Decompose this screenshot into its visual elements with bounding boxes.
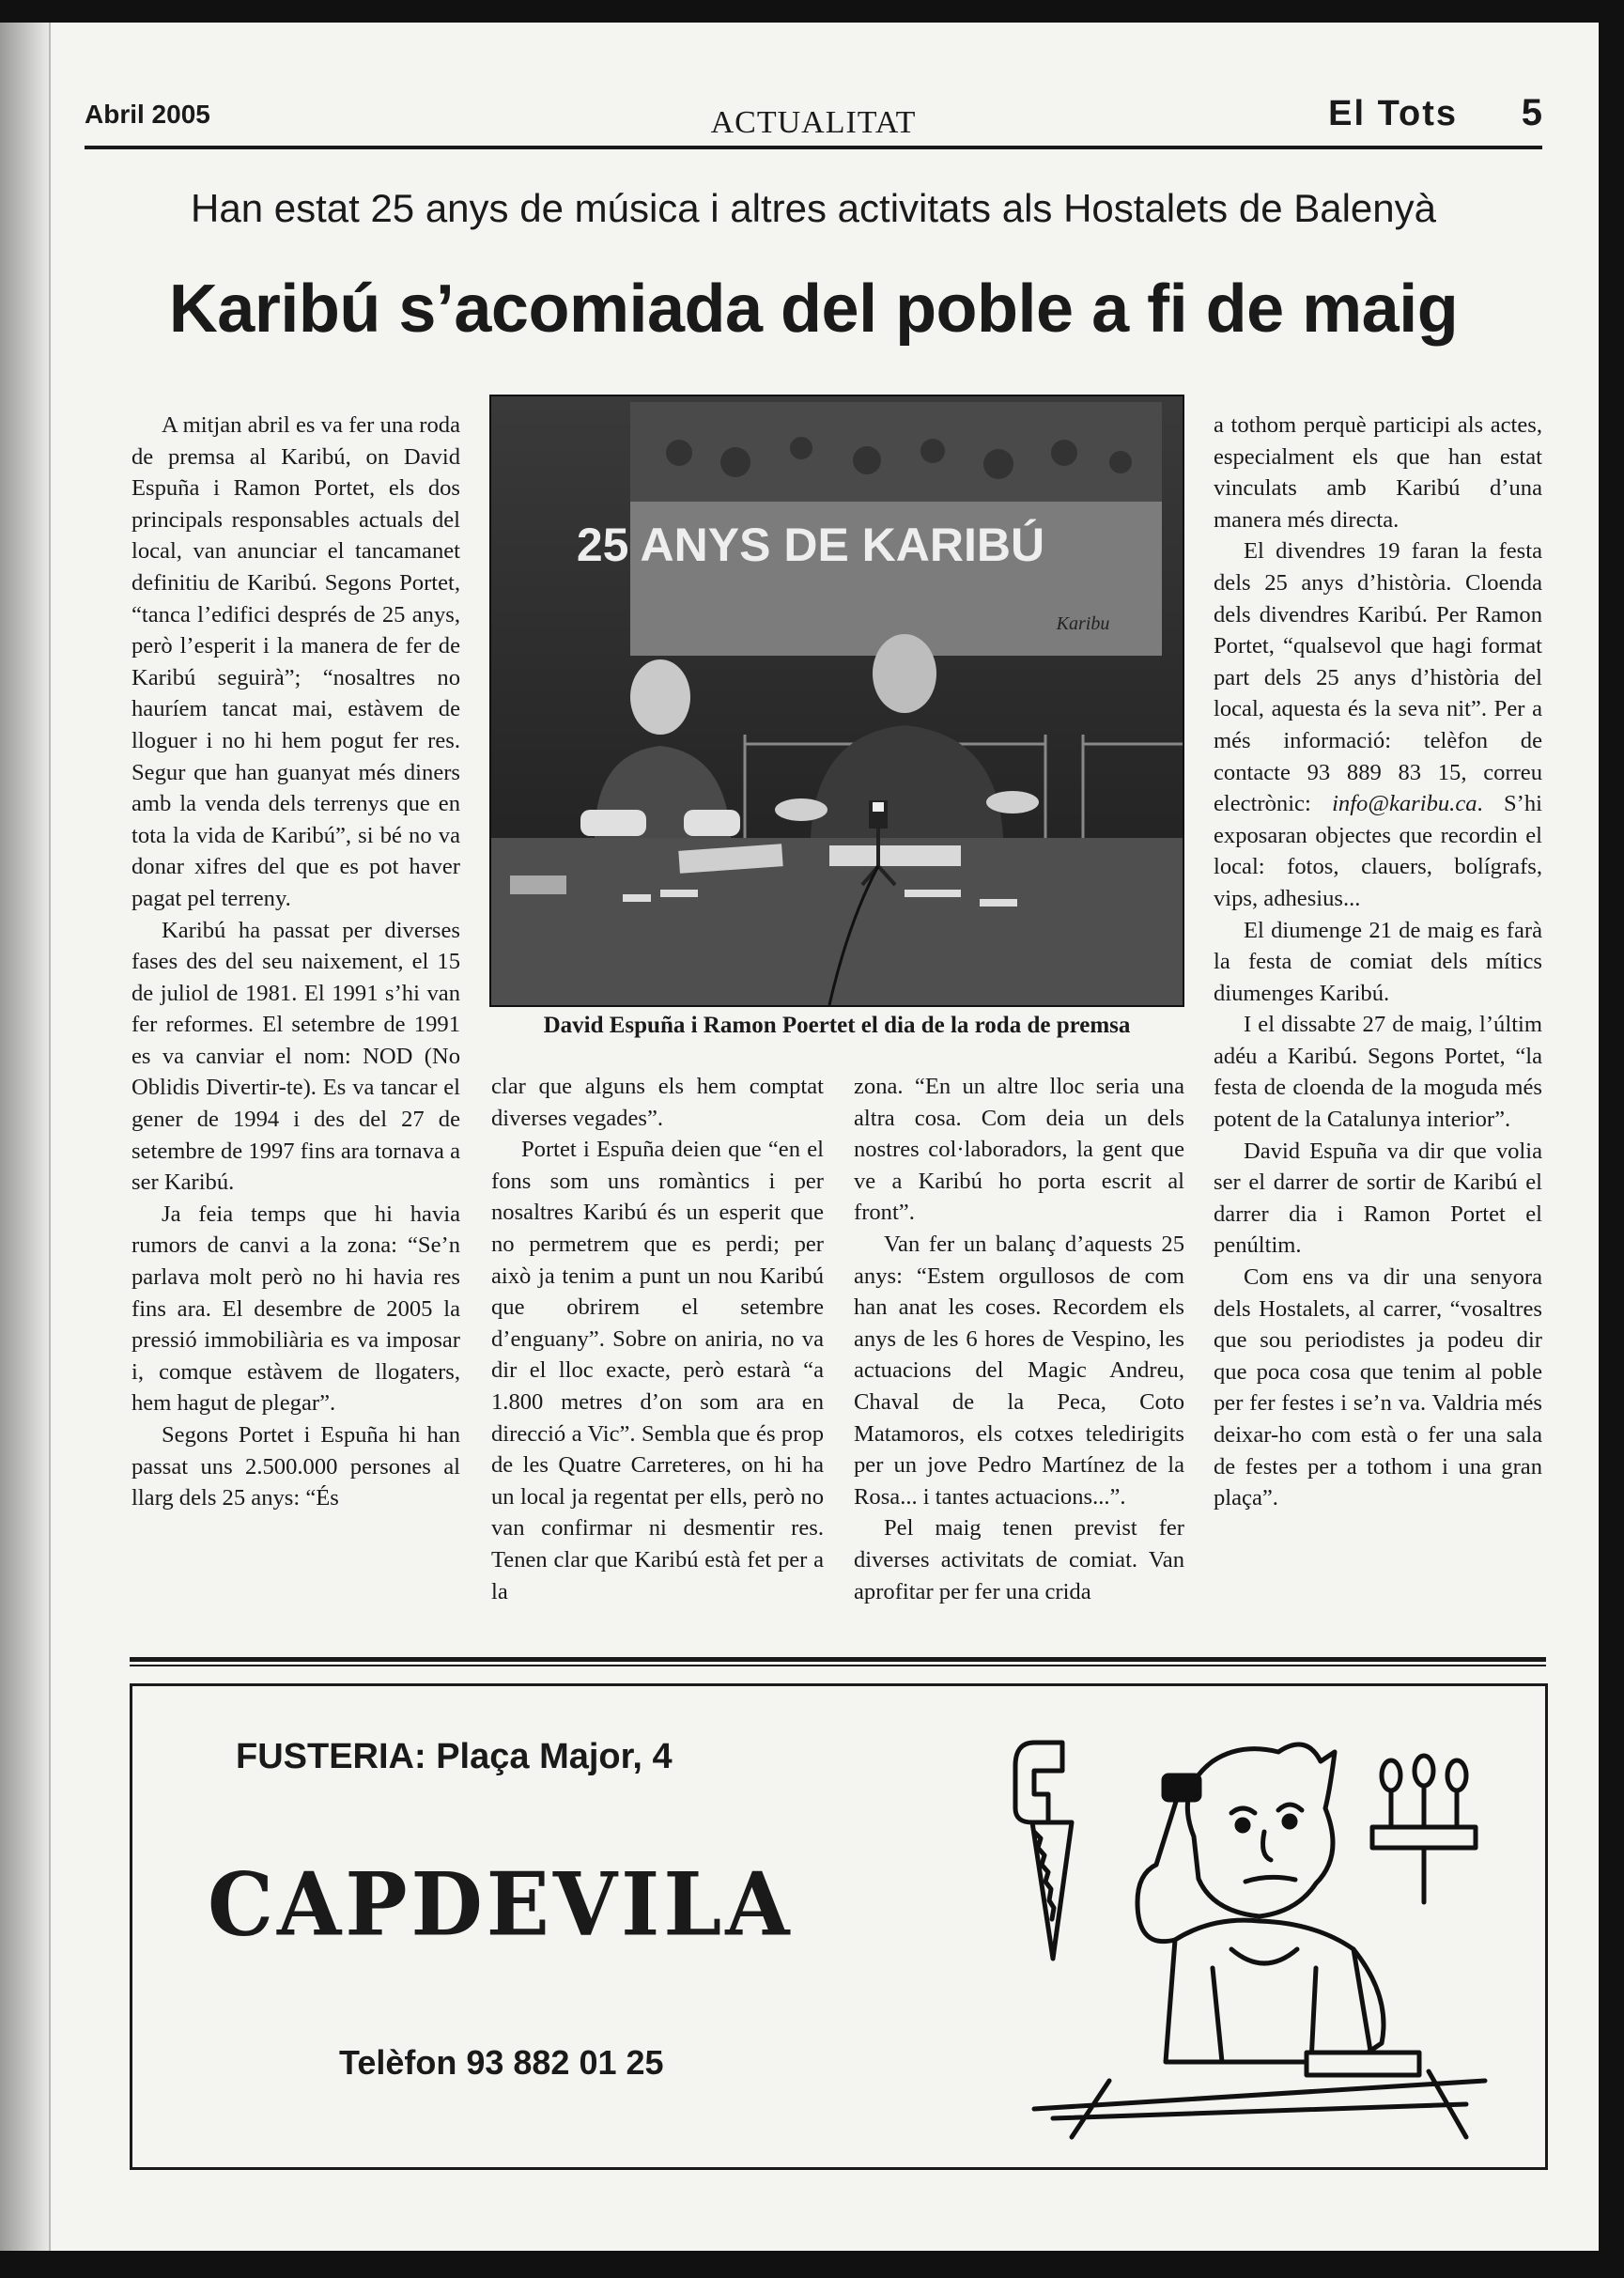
carpenter-illustration (997, 1724, 1523, 2146)
article-column-3 (854, 1071, 1184, 1607)
paragraph: Van fer un balanç d’aquests 25 anys: “Estem orgullosos de com han anat les coses. Recordem els anys de les 6 hores de Vespino, les actuacions del Magic Andreu, Chaval de la Peca, Coto Matamoros, els cotxes teledirigits per un jove Pedro Martínez de la Rosa... i tantes actuacions...”. (854, 1231, 1184, 1510)
paragraph: David Espuña va dir que volia ser el darrer de sortir de Karibú el darrer dia i Ramon Portet el penúltim. (1214, 1138, 1542, 1259)
page-header (85, 71, 1542, 150)
article-column-2 (491, 1071, 824, 1607)
paragraph: El diumenge 21 de maig es farà la festa de comiat dels mítics diumenges Karibú. (1214, 917, 1542, 1006)
ad-address-text: Plaça Major, 4 (425, 1737, 673, 1776)
ad-business-type: FUSTERIA: (236, 1737, 426, 1776)
article-headline: Karibú s’acomiada del poble a fi de maig (168, 271, 1459, 347)
issue-date: Abril 2005 (85, 100, 210, 129)
ad-address (236, 1737, 673, 1777)
paragraph: A mitjan abril es va fer una roda de premsa al Karibú, on David Espuña i Ramon Portet, els dos principals responsables actuals del local, van anunciar el tancamanet definitiu de Karibú. Segons Portet, “tanca l’edifici després de 25 anys, però l’esperit i la manera de fer de Karibú seguirà”; “nosaltres no hauríem tancat mai, estàvem de lloguer i no hi hem pogut fer res. Segur que han guanyat més diners amb la venda dels terrenys que en tota la vida de Karibú”, si bé no va donar xifres del que es pot haver pagat pel terreny. (131, 412, 460, 911)
paragraph: clar que alguns els hem comptat diverses vegades”. (491, 1074, 824, 1131)
section-title: ACTUALITAT (710, 105, 917, 140)
paragraph: Portet i Espuña deien que “en el fons som uns romàntics i per nosaltres Karibú és un esperit que no permetrem que es perdi; per això ja tenim a punt un nou Karibú que obrirem el setembre d’enguany”. Sobre on aniria, no va dir el lloc exacte, però estarà “a 1.800 metres d’on som ara en direcció a Vic”. Sembla que és prop de les Quatre Carreteres, on hi ha un local ja regentat per ells, però no van confirmar ni desmentir res. Tenen clar que Karibú està fet per a la (491, 1137, 824, 1604)
article-column-1 (131, 410, 460, 1514)
paragraph (1214, 535, 1542, 914)
ad-brand-name: CAPDEVILA (208, 1852, 794, 1956)
page-number: 5 (1521, 92, 1542, 133)
banner-logo: Karibu (1056, 613, 1110, 634)
paragraph: a tothom perquè participi als actes, especialment els que han estat vinculats amb Karibú d’una manera més directa. (1214, 412, 1542, 533)
paragraph-text: El divendres 19 faran la festa dels 25 anys d’història. Cloenda dels divendres Karibú. Per Ramon Portet, “qualsevol que hagi format part dels 25 anys d’història del local, aquesta és la seva nit”. Per a més informació: telèfon de contacte 93 889 83 15, correu electrònic: (1214, 538, 1542, 817)
paragraph: zona. “En un altre lloc seria una altra cosa. Com deia un dels nostres col·laboradors, la gent que ve a Karibú ho porta escrit al front”. (854, 1074, 1184, 1226)
tool-rack-icon (1372, 1756, 1476, 1902)
paragraph: Segons Portet i Espuña hi han passat uns 2.500.000 persones al llarg dels 25 anys: “És (131, 1422, 460, 1511)
publication-name: El Tots (1328, 94, 1458, 133)
press-conference-photo (489, 395, 1184, 1007)
carpenter-icon (1034, 1744, 1485, 2137)
header-rule (85, 146, 1542, 149)
paragraph: Ja feia temps que hi havia rumors de canvi a la zona: “Se’n parlava molt però no hi havia res fins ara. El desembre de 2005 la pressió immobiliària es va imposar i, comque estàvem de llogaters, hem hagut de plegar”. (131, 1201, 460, 1417)
section-divider (130, 1665, 1546, 1666)
paragraph-text: . S’hi exposaran objectes que recordin el local: fotos, clauers, bolígrafs, vips, adhesius... (1214, 791, 1542, 911)
article-subhead: Han estat 25 anys de música i altres activitats als Hostalets de Balenyà (191, 186, 1436, 230)
section-divider (130, 1657, 1546, 1662)
paragraph: Com ens va dir una senyora dels Hostalets, al carrer, “vosaltres que sou periodistes ja podeu dir que poca cosa que tenim al poble per fer festes i se’n va. Valdria més deixar-ho com està o fer una sala de festes per a tothom i una gran plaça”. (1214, 1264, 1542, 1511)
banner-text: 25 ANYS DE KARIBÚ (576, 519, 1045, 571)
paragraph: I el dissabte 27 de maig, l’últim adéu a Karibú. Segons Portet, “la festa de cloenda de la moguda més potent de la Catalunya interior”. (1214, 1012, 1542, 1133)
page-gutter (0, 23, 49, 2251)
paragraph: Karibú ha passat per diverses fases des del seu naixement, el 15 de juliol de 1981. El 1991 s’hi van fer reformes. El setembre de 1991 es va canviar el nom: NOD (No Oblidis Divertir-te). Es va tancar el gener de 1994 i des del 27 de setembre de 1997 fins ara tornava a ser Karibú. (131, 917, 460, 1196)
saw-icon (1015, 1743, 1072, 1959)
advertisement (130, 1683, 1548, 2170)
contact-email[interactable]: info@karibu.ca (1332, 791, 1477, 817)
ad-phone: Telèfon 93 882 01 25 (339, 2043, 664, 2082)
article-column-4 (1214, 410, 1542, 1514)
paragraph: Pel maig tenen previst fer diverses activitats de comiat. Van aprofitar per fer una crida (854, 1515, 1184, 1604)
photo-caption: David Espuña i Ramon Poertet el dia de la roda de premsa (543, 1013, 1131, 1038)
